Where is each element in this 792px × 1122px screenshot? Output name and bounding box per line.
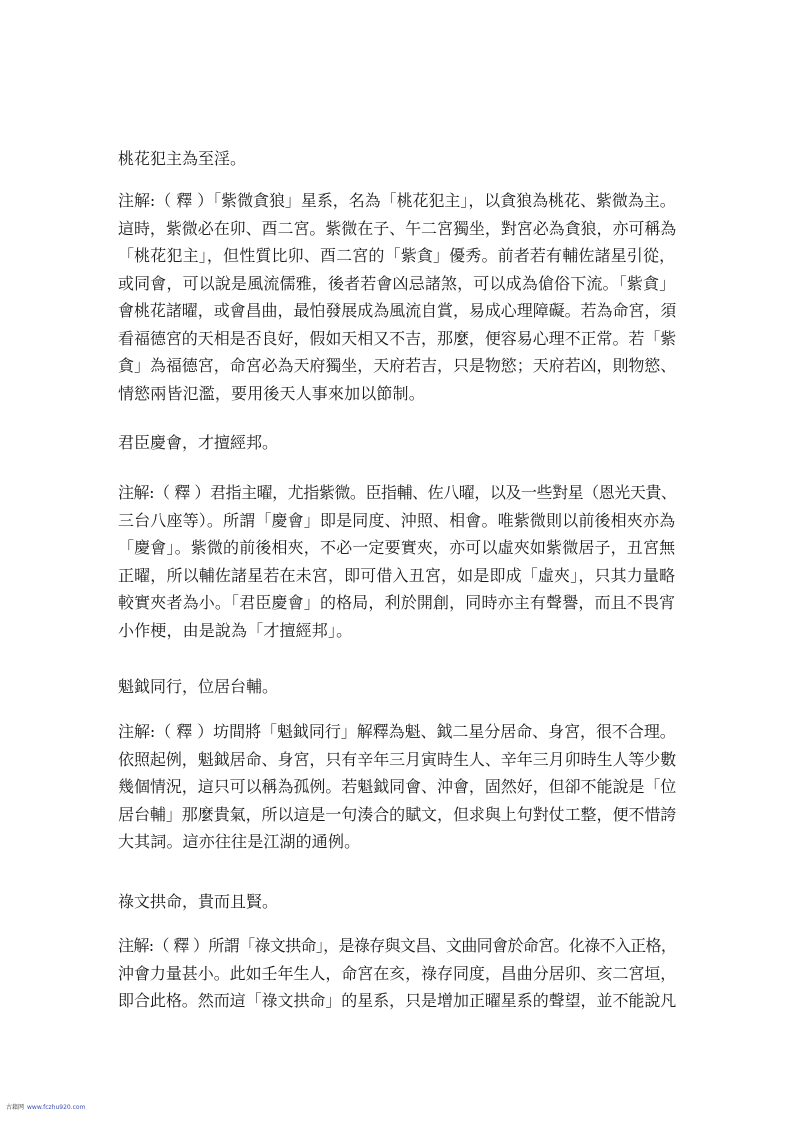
text-line: 情慾兩皆氾濫，要用後天人事來加以節制。 xyxy=(118,383,425,403)
text-line: 幾個情況，這只可以稱為孤例。若魁鉞同會、沖會，固然好，但卻不能說是「位 xyxy=(118,777,677,796)
annotation-block xyxy=(118,479,678,644)
text-line: 沖會力量甚小。此如壬年生人，命宮在亥，祿存同度，昌曲分居卯、亥二宮垣， xyxy=(118,963,677,983)
footer-site-name: 古籍网 xyxy=(6,1104,25,1111)
text-line: 小作梗，由是說為「才擅經邦」。 xyxy=(118,620,353,640)
text-line: 貪」為福德宮，命宮必為天府獨坐，天府若吉，只是物慾；天府若凶，則物慾、 xyxy=(118,356,677,375)
text-line: 或同會，可以說是風流儒雅，後者若會凶忌諸煞，可以成為傖俗下流。「紫貪」 xyxy=(118,273,676,293)
document-page xyxy=(118,0,678,1122)
text-line: 這時，紫微必在卯、酉二宮。紫微在子、午二宮獨坐，對宮必為貪狼，亦可稱為 xyxy=(118,218,677,238)
text-line: 大其詞。這亦往往是江湖的通例。 xyxy=(118,832,361,851)
text-line: 正曜，所以輔佐諸星若在未宮，即可借入丑宮，如是即成「虛夾」，只其力量略 xyxy=(118,565,676,585)
text-line: 注解:（ 釋 ）所謂「祿文拱命」，是祿存與文昌、文曲同會於命宮。化祿不入正格， xyxy=(118,936,677,955)
section-heading: 桃花犯主為至淫。 xyxy=(118,149,247,168)
text-line: 「慶會」。紫微的前後相夾，不必一定要實夾，亦可以虛夾如紫微居子，丑宮無 xyxy=(118,538,676,557)
text-line: 三台八座等）。所謂「慶會」即是同度、沖照、相會。唯紫微則以前後相夾亦為 xyxy=(118,510,676,530)
annotation-block xyxy=(118,187,678,407)
annotation-block xyxy=(118,718,678,856)
text-line: 會桃花諸曜，或會昌曲，最怕發展成為風流自賞，易成心理障礙。若為命宮，須 xyxy=(118,301,677,320)
section-heading: 魁鉞同行，位居台輔。 xyxy=(118,677,279,696)
text-line: 注解:（ 釋 ）「紫微貪狼」星系，名為「桃花犯主」，以貪狼為桃花、紫微為主。 xyxy=(118,191,676,210)
text-line: 即合此格。然而這「祿文拱命」的星系，只是增加正曜星系的聲望，並不能說凡 xyxy=(118,991,677,1010)
text-line: 看福德宮的天相是否良好，假如天相又不吉，那麼，便容易心理不正常。若「紫 xyxy=(118,328,677,348)
page-footer xyxy=(6,1104,85,1112)
text-line: 「桃花犯主」，但性質比卯、酉二宮的「紫貪」優秀。前者若有輔佐諸星引從， xyxy=(118,246,676,265)
text-line: 注解:（ 釋 ）坊間將「魁鉞同行」解釋為魁、鉞二星分居命、身宮，很不合理。 xyxy=(118,722,676,741)
text-line: 依照起例，魁鉞居命、身宮，只有辛年三月寅時生人、辛年三月卯時生人等少數 xyxy=(118,749,677,769)
text-line: 居台輔」那麼貴氣，所以這是一句湊合的賦文，但求與上句對仗工整，便不惜誇 xyxy=(118,804,677,824)
text-line: 較實夾者為小。「君臣慶會」的格局，利於開創，同時亦主有聲譽，而且不畏宵 xyxy=(118,593,676,612)
section-heading: 祿文拱命，貴而且賢。 xyxy=(118,892,279,911)
footer-url-link[interactable]: www.fczhu920.com xyxy=(27,1104,86,1111)
annotation-block xyxy=(118,932,678,1015)
section-heading: 君臣慶會，才擅經邦。 xyxy=(118,433,279,452)
text-line: 注解:（ 釋 ）君指主曜，尤指紫微。臣指輔、佐八曜，以及一些對星（恩光天貴、 xyxy=(118,483,677,502)
